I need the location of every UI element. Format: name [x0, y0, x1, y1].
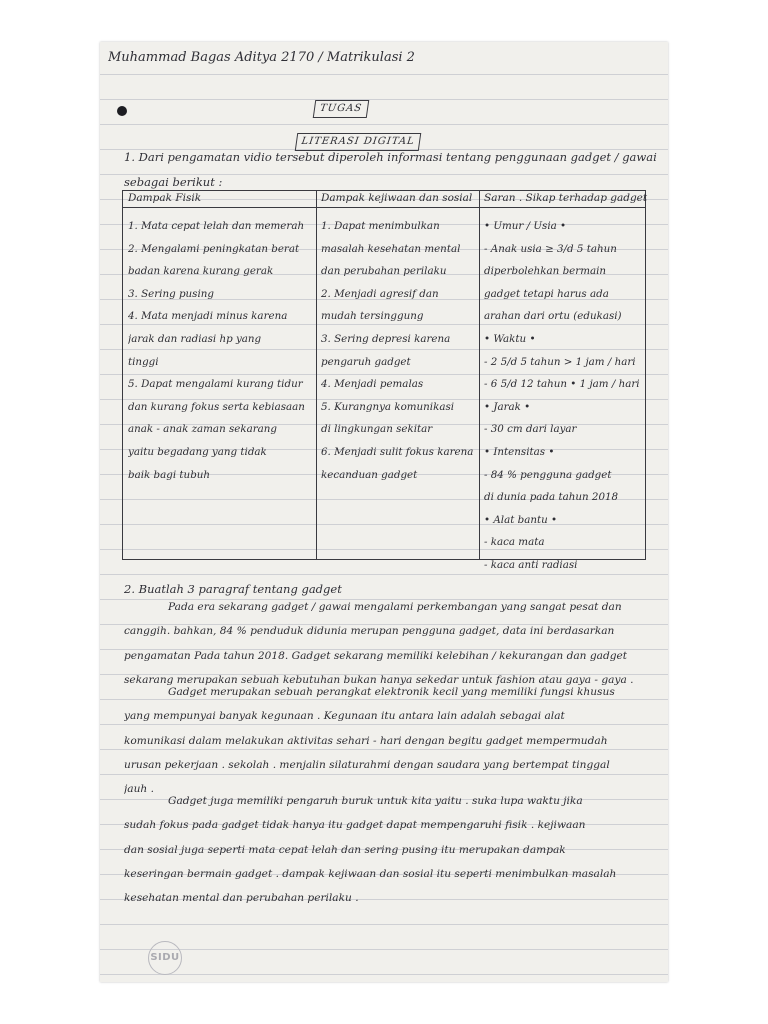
list-item: tinggi — [128, 355, 159, 368]
student-name-line: Muhammad Bagas Aditya 2170 / Matrikulasi 2 — [108, 50, 415, 65]
psychosocial-impact-list — [321, 215, 477, 486]
list-item: 3. Sering pusing — [128, 287, 214, 300]
paragraph-line: Pada era sekarang gadget / gawai mengalami perkembangan yang sangat pesat dan — [168, 601, 622, 613]
assignment-subtitle: LITERASI DIGITAL — [295, 133, 422, 151]
list-item: gadget tetapi harus ada — [484, 287, 609, 300]
paragraph-line: urusan pekerjaan . sekolah . menjalin silaturahmi dengan saudara yang bertempat tinggal — [124, 758, 610, 771]
physical-impact-list — [128, 215, 314, 486]
list-item: 4. Mata menjadi minus karena — [128, 310, 288, 323]
paragraph-line: keseringan bermain gadget . dampak kejiwaan dan sosial itu seperti menimbulkan masalah — [124, 867, 617, 880]
question-2-title: 2. Buatlah 3 paragraf tentang gadget — [124, 582, 342, 596]
table-header-divider — [123, 207, 645, 208]
list-item: • Jarak • — [484, 400, 531, 413]
question-1-line-1: 1. Dari pengamatan vidio tersebut diperoleh informasi tentang penggunaan gadget / gawai — [124, 150, 657, 164]
table-header-physical: Dampak Fisik — [128, 192, 202, 204]
list-item: 4. Menjadi pemalas — [321, 378, 424, 391]
list-item: badan karena kurang gerak — [128, 265, 274, 278]
list-item: • Alat bantu • — [484, 513, 558, 526]
list-item: • Intensitas • — [484, 445, 555, 458]
list-item: - 30 cm dari layar — [484, 423, 577, 436]
paragraph-line: yang mempunyai banyak kegunaan . Kegunaan itu antara lain adalah sebagai alat — [124, 710, 565, 723]
list-item: jarak dan radiasi hp yang — [128, 332, 262, 345]
impact-table — [122, 190, 648, 571]
list-item: - kaca mata — [484, 536, 545, 549]
list-item: 1. Mata cepat lelah dan memerah — [128, 220, 305, 232]
table-column-divider-2 — [479, 191, 480, 559]
list-item: - 84 % pengguna gadget — [484, 468, 612, 481]
list-item: diperbolehkan bermain — [484, 265, 607, 278]
paragraph-line: pengamatan Pada tahun 2018. Gadget sekarang memiliki kelebihan / kekurangan dan gadget — [124, 649, 628, 662]
list-item: 2. Menjadi agresif dan — [321, 287, 439, 300]
table-column-divider-1 — [316, 191, 317, 559]
punch-hole-mark — [117, 106, 127, 116]
list-item: di lingkungan sekitar — [321, 423, 433, 436]
list-item: 6. Menjadi sulit fokus karena — [321, 445, 474, 458]
list-item: • Umur / Usia • — [484, 220, 567, 232]
paragraph-1 — [124, 595, 644, 692]
list-item: 5. Kurangnya komunikasi — [321, 400, 455, 413]
list-item: yaitu begadang yang tidak — [128, 445, 267, 458]
notebook-page — [100, 42, 668, 982]
list-item: dan kurang fokus serta kebiasaan — [128, 400, 305, 413]
paragraph-line: sekarang merupakan sebuah kebutuhan bukan hanya sekedar untuk fashion atau gaya - gaya . — [124, 673, 634, 686]
list-item: dan perubahan perilaku — [321, 265, 447, 278]
paragraph-3 — [124, 789, 644, 910]
paragraph-line: jauh . — [124, 783, 154, 796]
question-1-line-2: sebagai berikut : — [124, 175, 223, 189]
list-item: di dunia pada tahun 2018 — [484, 491, 619, 504]
table-header-advice: Saran . Sikap terhadap gadget — [484, 192, 648, 204]
list-item: 2. Mengalami peningkatan berat — [128, 242, 300, 255]
list-item: pengaruh gadget — [321, 355, 411, 368]
paragraph-2 — [124, 680, 644, 801]
list-item: - 2 5/d 5 tahun > 1 jam / hari — [484, 355, 636, 368]
list-item: kecanduan gadget — [321, 468, 418, 481]
paragraph-line: canggih. bahkan, 84 % penduduk didunia merupan pengguna gadget, data ini berdasarkan — [124, 625, 615, 638]
sidu-logo-stamp: SIDU — [148, 941, 182, 975]
list-item: - Anak usia ≥ 3/d 5 tahun — [484, 242, 617, 255]
list-item: 3. Sering depresi karena — [321, 332, 451, 345]
list-item: anak - anak zaman sekarang — [128, 423, 278, 436]
list-item: 1. Dapat menimbulkan — [321, 220, 440, 232]
paragraph-line: Gadget juga memiliki pengaruh buruk untuk kita yaitu . suka lupa waktu jika — [168, 795, 583, 807]
paragraph-line: dan sosial juga seperti mata cepat lelah dan sering pusing itu merupakan dampak — [124, 843, 566, 856]
paragraph-line: kesehatan mental dan perubahan perilaku . — [124, 892, 359, 905]
list-item: masalah kesehatan mental — [321, 242, 461, 255]
list-item: • Waktu • — [484, 332, 536, 345]
list-item: baik bagi tubuh — [128, 468, 211, 481]
assignment-title: TUGAS — [313, 100, 370, 118]
list-item: - kaca anti radiasi — [484, 558, 578, 571]
paragraph-line: sudah fokus pada gadget tidak hanya itu gadget dapat mempengaruhi fisik . kejiwaan — [124, 819, 586, 832]
paragraph-line: Gadget merupakan sebuah perangkat elektronik kecil yang memiliki fungsi khusus — [168, 686, 615, 698]
table-header-psychosocial: Dampak kejiwaan dan sosial — [321, 192, 473, 204]
list-item: mudah tersinggung — [321, 310, 424, 323]
list-item: 5. Dapat mengalami kurang tidur — [128, 378, 303, 391]
list-item: arahan dari ortu (edukasi) — [484, 310, 622, 323]
list-item: - 6 5/d 12 tahun • 1 jam / hari — [484, 378, 640, 391]
advice-list — [484, 215, 644, 577]
paragraph-line: komunikasi dalam melakukan aktivitas sehari - hari dengan begitu gadget mempermudah — [124, 734, 608, 747]
